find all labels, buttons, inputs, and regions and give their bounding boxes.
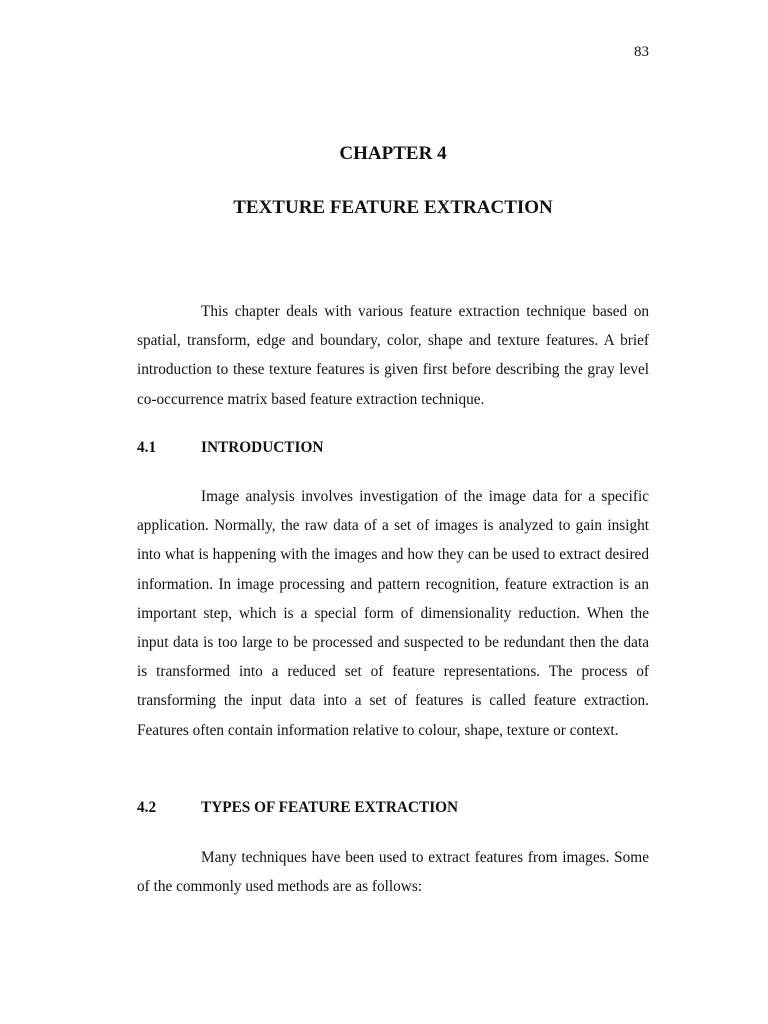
section-heading-introduction (137, 438, 649, 458)
types-paragraph: Many techniques have been used to extract features from images. Some of the commonly used methods are as follows: (137, 849, 649, 896)
introduction-paragraph: Image analysis involves investigation of the image data for a specific application. Normally, the raw data of a set of images is analyzed to gain insight into what is happening with the images and how they can be used to extract desired information. In image processing and pattern recognition, feature extraction is an important step, which is a special form of dimensionality reduction. When the input data is too large to be processed and suspected to be redundant then the data is transformed into a reduced set of feature representations. The process of transforming the input data into a set of features is called feature extraction. Features often contain information relative to colour, shape, texture or context. (137, 488, 649, 739)
section-number: 4.1 (137, 439, 157, 456)
section-heading-types (137, 798, 649, 818)
section-title: TYPES OF FEATURE EXTRACTION (201, 799, 459, 816)
section-number: 4.2 (137, 799, 157, 816)
chapter-title: TEXTURE FEATURE EXTRACTION (233, 197, 553, 218)
chapter-label: CHAPTER 4 (339, 143, 447, 164)
page-number: 83 (634, 44, 649, 60)
intro-paragraph: This chapter deals with various feature extraction technique based on spatial, transform, edge and boundary, color, shape and texture features. A brief introduction to these texture features is given first before describing the gray level co-occurrence matrix based feature extraction technique. (137, 303, 649, 408)
section-title: INTRODUCTION (201, 439, 324, 456)
